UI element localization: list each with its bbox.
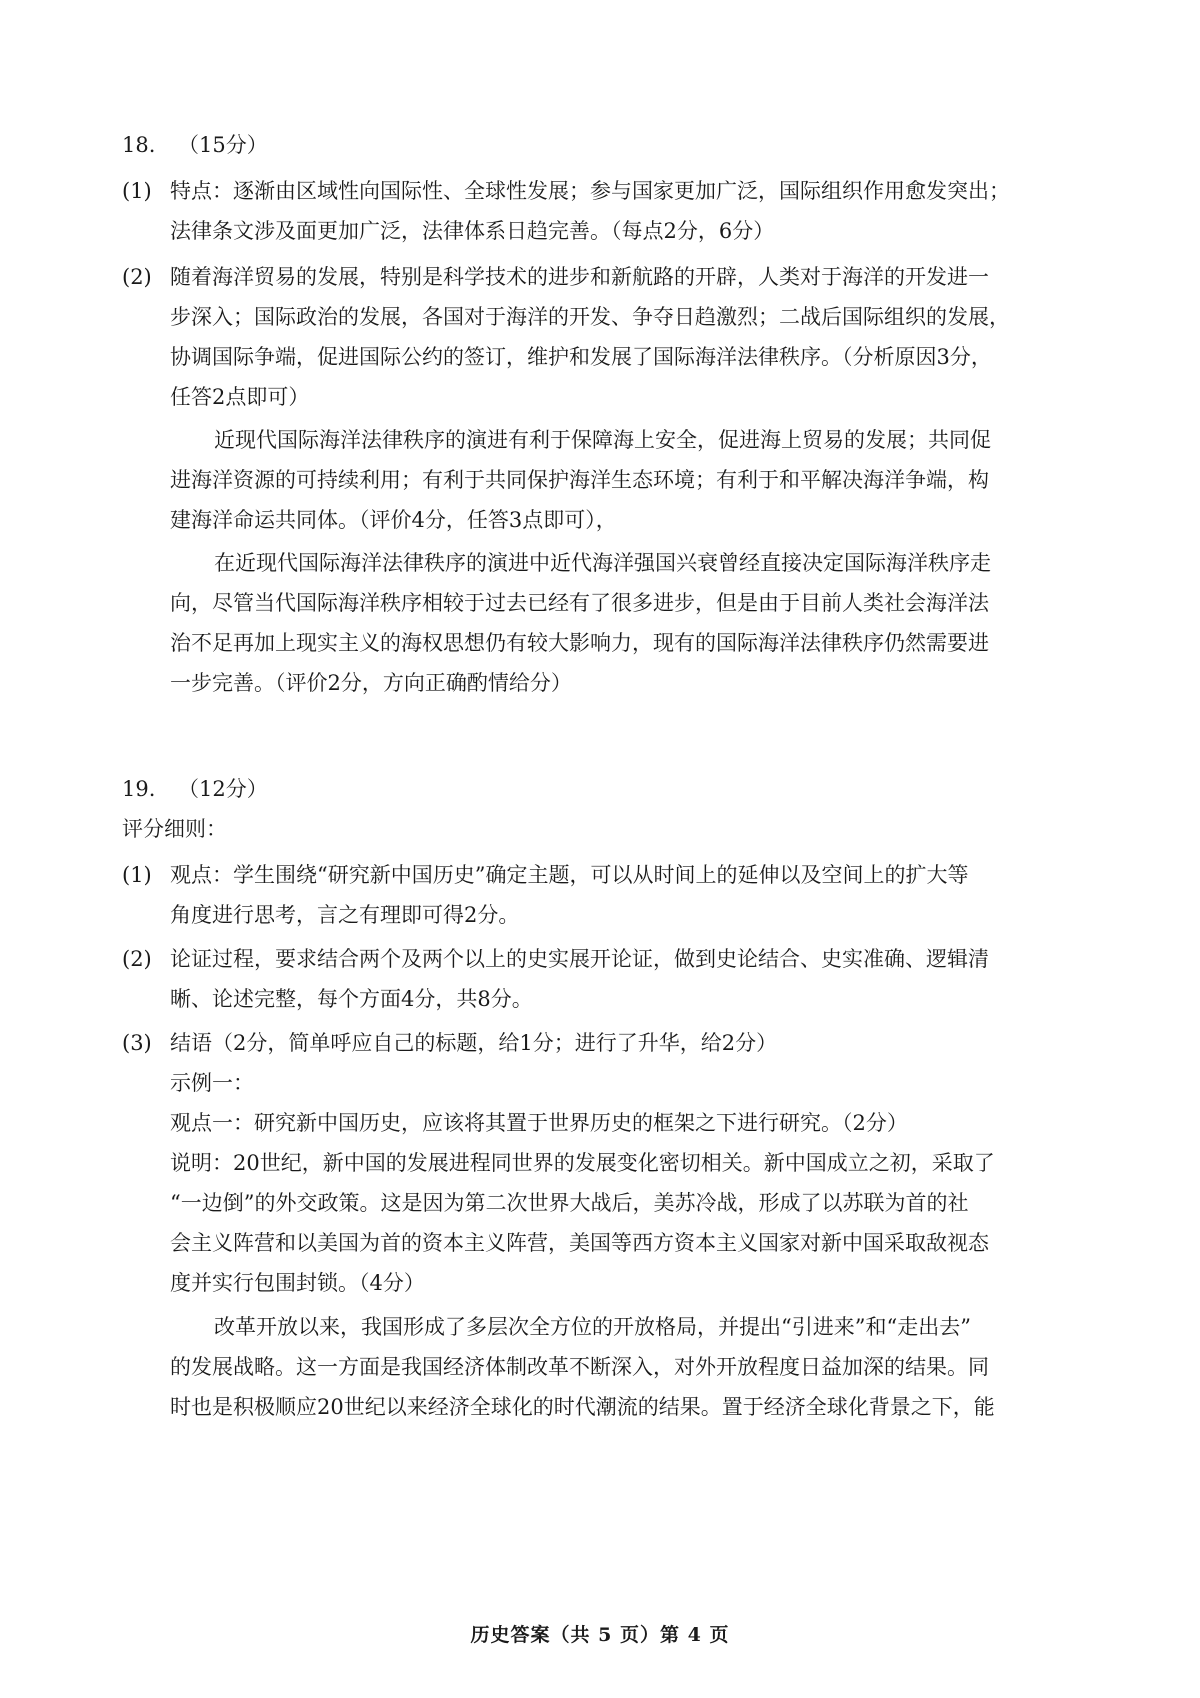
q19-number: 19. xyxy=(122,777,156,801)
q18-score: （15分） xyxy=(178,133,268,157)
q19-score: （12分） xyxy=(178,777,268,801)
page-footer: 历史答案（共 5 页）第 4 页 xyxy=(470,1624,730,1646)
q19-p2-label: (2) xyxy=(122,947,152,971)
q19-p1-label: (1) xyxy=(122,863,152,887)
answer-page: 18. （15分） (1) 特点：逐渐由区域性向国际性、全球性发展；参与国家更加广泛，国际组织作用愈发突出； 法律条文涉及面更加广泛，法律体系日趋完善。（每点2分，6分） (2) 随着海洋贸易的发展，特别是科学技术的进步和新航路的开辟，人类对于海洋的开发进一 步深入；国际政治的发展，各国对于海洋的开发、争夺日趋激烈；二战后国际组织的发展， 协调国际争端，促进国际公约的签订，维护和发展了国际海洋法律秩序。（分析原因3分， 任答2点即可） 近现代国际海洋法律秩序的演进有利于保障海上安全，促进海上贸易的发展；共同促 进海洋资源的可持续利用；有利于共同保护海洋生态环境；有利于和平解决海洋争端，构 建海洋命运共同体。（评价4分，任答3点即可）， 在近现代国际海洋法律秩序的演进中近代海洋强国兴衰曾经直接决定国际海洋秩序走 向，尽管当代国际海洋秩序相较于过去已经有了很多进步，但是由于目前人类社会海洋法 治不足再加上现实主义的海权思想仍有较大影响力，现有的国际海洋法律秩序仍然需要进 一步完善。（评价2分，方向正确酌情给分） 19. （12分） 评分细则： (1) 观点：学生围绕“研究新中国历史”确定主题，可以从时间上的延伸以及空间上的扩大等 角度进行思考，言之有理即可得2分。 (2) 论证过程，要求结合两个及两个以上的史实展开论证，做到史论结合、史实准确、逻辑清 晰、论述完整，每个方面4分，共8分。 (3) 结语（2分，简单呼应自己的标题，给1分；进行了升华，给2分） 示例一： 观点一：研究新中国历史，应该将其置于世界历史的框架之下进行研究。（2分） 说明：20世纪，新中国的发展进程同世界的发展变化密切相关。新中国成立之初，采取了 “一边倒”的外交政策。这是因为第二次世界大战后，美苏冷战，形成了以苏联为首的社 会主义阵营和以美国为首的资本主义阵营，美国等西方资本主义国家对新中国采取敌视态 度并实行包围封锁。（4分） 改革开放以来，我国形成了多层次全方位的开放格局，并提出“引进来”和“走出去” 的发展战略。这一方面是我国经济体制改革不断深入，对外开放程度日益加深的结果。同 时也是积极顺应20世纪以来经济全球化的时代潮流的结果。置于经济全球化背景之下，能 历史答案（共 5 页）第 4 页 xyxy=(0,0,1200,1698)
q18-p2-label: (2) xyxy=(122,265,152,289)
q19-p3-label: (3) xyxy=(122,1031,152,1055)
q18-p1-label: (1) xyxy=(122,179,152,203)
q18-number: 18. xyxy=(122,133,156,157)
